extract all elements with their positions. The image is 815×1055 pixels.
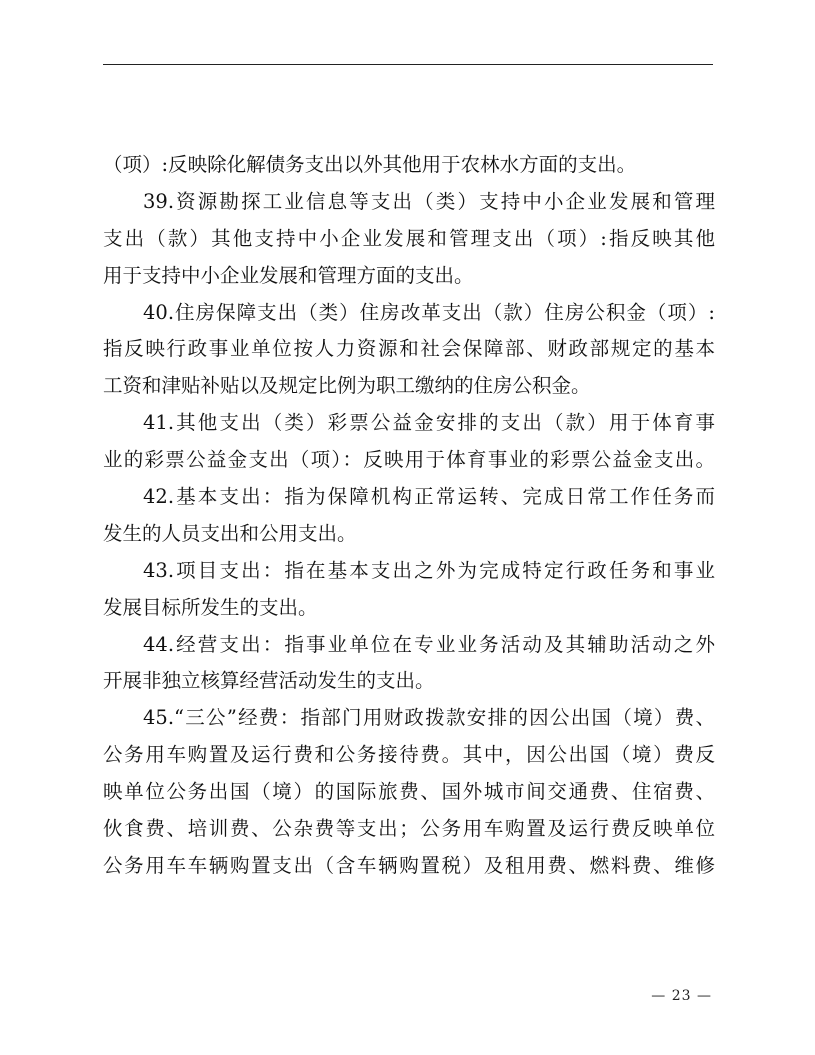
text-line: 工资和津贴补贴以及规定比例为职工缴纳的住房公积金。 — [103, 374, 591, 398]
header-rule — [103, 64, 713, 65]
text-line: 43.项目支出：指在基本支出之外为完成特定行政任务和事业 — [143, 558, 715, 582]
page-number: — 23 — — [651, 988, 712, 1004]
text-line: 发生的人员支出和公用支出。 — [103, 521, 357, 545]
text-line: 公务用车车辆购置支出（含车辆购置税）及租用费、燃料费、维修 — [103, 853, 715, 877]
text-line: 发展目标所发生的支出。 — [103, 595, 318, 619]
text-line: 42.基本支出：指为保障机构正常运转、完成日常工作任务而 — [143, 485, 715, 509]
text-line: 伙食费、培训费、公杂费等支出；公务用车购置及运行费反映单位 — [103, 817, 715, 841]
text-line: 40.住房保障支出（类）住房改革支出（款）住房公积金（项）: — [143, 300, 715, 324]
text-line: 41.其他支出（类）彩票公益金安排的支出（款）用于体育事 — [143, 411, 715, 435]
text-line: 业的彩票公益金支出（项）：反映用于体育事业的彩票公益金支出。 — [103, 448, 715, 472]
text-line: 开展非独立核算经营活动发生的支出。 — [103, 669, 435, 693]
document-body — [103, 147, 715, 885]
text-line: （项）:反映除化解债务支出以外其他用于农林水方面的支出。 — [103, 153, 637, 176]
text-line: 支出（款）其他支持中小企业发展和管理支出（项）:指反映其他 — [103, 226, 715, 250]
text-line: 指反映行政事业单位按人力资源和社会保障部、财政部规定的基本 — [103, 337, 715, 361]
text-line: 45.“三公”经费：指部门用财政拨款安排的因公出国（境）费、 — [143, 706, 715, 730]
text-line: 映单位公务出国（境）的国际旅费、国外城市间交通费、住宿费、 — [103, 780, 715, 804]
text-line: 公务用车购置及运行费和公务接待费。其中，因公出国（境）费反 — [103, 743, 715, 767]
text-line: 39.资源勘探工业信息等支出（类）支持中小企业发展和管理 — [143, 189, 715, 213]
text-line: 用于支持中小企业发展和管理方面的支出。 — [103, 263, 474, 287]
text-line: 44.经营支出：指事业单位在专业业务活动及其辅助活动之外 — [143, 632, 715, 656]
